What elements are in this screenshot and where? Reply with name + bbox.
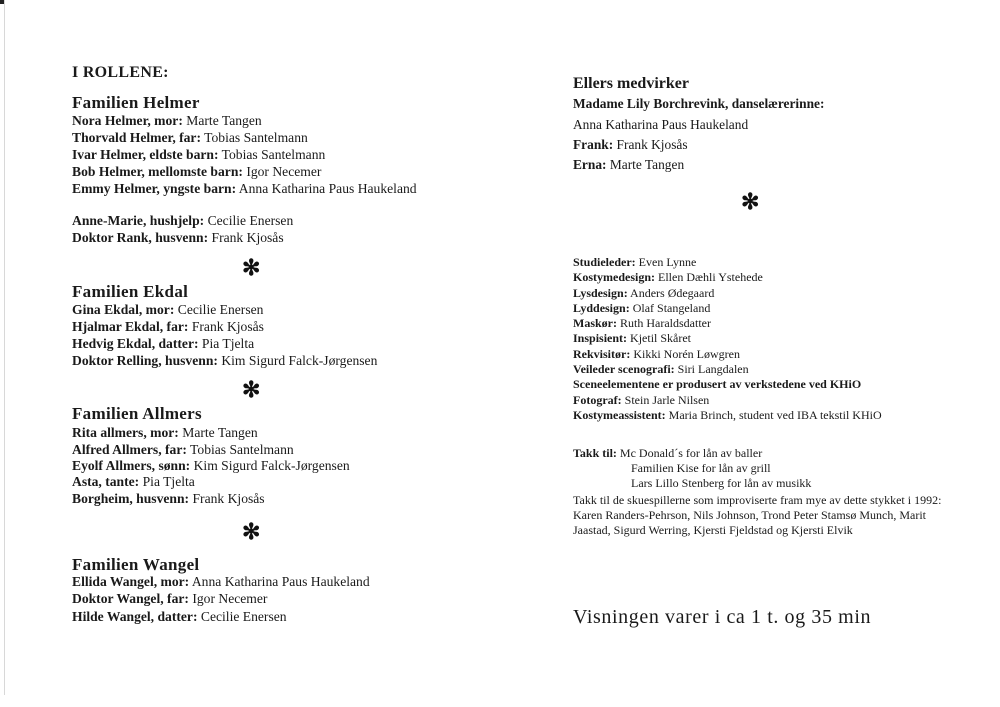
cast-row bbox=[72, 229, 284, 246]
actor-name: Frank Kjosås bbox=[192, 491, 265, 506]
cast-row bbox=[72, 163, 321, 180]
credit-name: Ellen Dæhli Ystehede bbox=[658, 270, 763, 285]
credit-role: Lyddesign: bbox=[573, 300, 630, 315]
actor-name: Pia Tjelta bbox=[201, 336, 255, 351]
cast-row bbox=[72, 441, 294, 458]
cast-row bbox=[573, 156, 684, 173]
cast-row bbox=[72, 573, 370, 590]
asterisk-separator-icon: ✻ bbox=[741, 189, 760, 214]
credit-role: Kostymedesign: bbox=[573, 270, 655, 285]
actor-name: Tobias Santelmann bbox=[204, 130, 308, 145]
credit-row bbox=[573, 316, 958, 331]
cast-row bbox=[72, 457, 350, 474]
credit-role: Sceneelementene er produsert av verkstedene ved KHiO bbox=[573, 377, 862, 392]
credit-name: Kjetil Skåret bbox=[630, 331, 692, 346]
credit-row bbox=[573, 255, 958, 270]
scan-corner-mark bbox=[0, 0, 4, 4]
actor-name: Kim Sigurd Falck-Jørgensen bbox=[193, 458, 350, 473]
thanks-item: Lars Lillo Stenberg for lån av musikk bbox=[631, 476, 812, 490]
credit-row bbox=[573, 393, 958, 408]
role-name: Erna: bbox=[573, 157, 607, 172]
role-name: Eyolf Allmers, sønn: bbox=[72, 458, 191, 473]
thanks-label: Takk til: bbox=[573, 446, 617, 460]
actor-name: Marte Tangen bbox=[182, 425, 258, 440]
cast-title: I ROLLENE: bbox=[72, 64, 169, 81]
credit-role: Maskør: bbox=[573, 316, 617, 331]
actor-name: Tobias Santelmann bbox=[221, 147, 326, 162]
credit-name: Stein Jarle Nilsen bbox=[624, 392, 710, 407]
credit-row bbox=[573, 301, 958, 316]
credit-role: Fotograf: bbox=[573, 392, 622, 407]
role-name: Anne-Marie, hushjelp: bbox=[72, 213, 205, 228]
thanks-item: Familien Kise for lån av grill bbox=[631, 461, 771, 475]
actor-name: Igor Necemer bbox=[192, 591, 268, 606]
other-cast-heading: Ellers medvirker bbox=[573, 75, 689, 92]
role-name: Doktor Relling, husvenn: bbox=[72, 353, 218, 368]
credit-role: Lysdesign: bbox=[573, 285, 628, 300]
thanks-item: Mc Donald´s for lån av baller bbox=[619, 446, 763, 460]
cast-row bbox=[72, 212, 293, 229]
actor-name: Tobias Santelmann bbox=[190, 442, 294, 457]
actor-name: Cecilie Enersen bbox=[177, 302, 264, 317]
cast-row bbox=[72, 424, 258, 441]
duration-note: Visningen varer i ca 1 t. og 35 min bbox=[573, 606, 872, 628]
role-name: Thorvald Helmer, far: bbox=[72, 130, 201, 145]
credit-name: Ruth Haraldsdatter bbox=[620, 316, 711, 331]
cast-row bbox=[72, 335, 254, 352]
credit-role: Inspisient: bbox=[573, 331, 628, 346]
role-name: Gina Ekdal, mor: bbox=[72, 302, 175, 317]
credit-row bbox=[573, 362, 958, 377]
credit-row bbox=[573, 270, 958, 285]
role-name: Hilde Wangel, datter: bbox=[72, 609, 198, 624]
cast-row bbox=[72, 608, 287, 625]
actor-name: Cecilie Enersen bbox=[200, 609, 287, 624]
credit-row bbox=[573, 377, 958, 392]
actor-name: Pia Tjelta bbox=[142, 474, 195, 489]
actor-name: Anna Katharina Paus Haukeland bbox=[238, 181, 417, 196]
role-name: Nora Helmer, mor: bbox=[72, 113, 183, 128]
cast-row bbox=[72, 352, 377, 369]
credit-name: Anders Ødegaard bbox=[630, 285, 715, 300]
actor-name: Frank Kjosås bbox=[211, 230, 284, 245]
thanks-row bbox=[573, 446, 762, 461]
role-name: Emmy Helmer, yngste barn: bbox=[72, 181, 237, 196]
role-name: Asta, tante: bbox=[72, 474, 140, 489]
cast-row bbox=[72, 129, 308, 146]
cast-row bbox=[72, 301, 263, 318]
page-edge-line bbox=[4, 0, 5, 695]
role-name: Doktor Wangel, far: bbox=[72, 591, 189, 606]
role-name: Frank: bbox=[573, 137, 614, 152]
actor-name: Kim Sigurd Falck-Jørgensen bbox=[221, 353, 378, 368]
actor-name: Marte Tangen bbox=[186, 113, 262, 128]
family-heading-helmer: Familien Helmer bbox=[72, 93, 200, 112]
credit-role: Rekvisitør: bbox=[573, 346, 631, 361]
cast-row bbox=[72, 318, 264, 335]
credit-name: Even Lynne bbox=[638, 255, 697, 269]
actor-name: Igor Necemer bbox=[246, 164, 322, 179]
cast-row bbox=[72, 112, 262, 129]
credit-role: Studieleder: bbox=[573, 255, 636, 269]
credit-row bbox=[573, 408, 958, 423]
credit-row bbox=[573, 286, 958, 301]
actor-name: Anna Katharina Paus Haukeland bbox=[191, 574, 370, 589]
cast-row bbox=[72, 490, 265, 507]
credit-name: Olaf Stangeland bbox=[632, 300, 711, 315]
actor-name: Frank Kjosås bbox=[191, 319, 264, 334]
madame-role: Madame Lily Borchrevink, danselærerinne: bbox=[573, 96, 825, 111]
family-heading-allmers: Familien Allmers bbox=[72, 404, 202, 423]
credit-row bbox=[573, 331, 958, 346]
role-name: Doktor Rank, husvenn: bbox=[72, 230, 209, 245]
actor-name: Cecilie Enersen bbox=[207, 213, 294, 228]
credits-list bbox=[573, 255, 958, 423]
actors-thanks-paragraph: Takk til de skuespillerne som improviserte fram mye av dette stykket i 1992: Karen Randers-Pehrson, Nils Johnson, Trond Peter Stamsø Munch, Marit Jaastad, Sigurd Werring, Kjersti Fjeldstad og Kjersti Elvik bbox=[573, 493, 942, 537]
role-name: Alfred Allmers, far: bbox=[72, 442, 187, 457]
madame-actor: Anna Katharina Paus Haukeland bbox=[573, 117, 749, 132]
family-heading-ekdal: Familien Ekdal bbox=[72, 282, 189, 301]
actor-name: Frank Kjosås bbox=[616, 137, 688, 152]
credit-role: Kostymeassistent: bbox=[573, 407, 666, 422]
cast-row bbox=[573, 136, 688, 153]
credit-name: Siri Langdalen bbox=[677, 362, 749, 377]
role-name: Bob Helmer, mellomste barn: bbox=[72, 164, 243, 179]
credit-role: Veileder scenografi: bbox=[573, 362, 675, 377]
role-name: Ellida Wangel, mor: bbox=[72, 574, 190, 589]
role-name: Rita allmers, mor: bbox=[72, 425, 179, 440]
role-name: Ivar Helmer, eldste barn: bbox=[72, 147, 219, 162]
role-name: Hjalmar Ekdal, far: bbox=[72, 319, 189, 334]
role-name: Hedvig Ekdal, datter: bbox=[72, 336, 199, 351]
credit-name: Maria Brinch, student ved IBA tekstil KHiO bbox=[668, 407, 882, 422]
cast-row bbox=[72, 473, 195, 490]
cast-row bbox=[72, 146, 325, 163]
actor-name: Marte Tangen bbox=[609, 157, 685, 172]
cast-row bbox=[72, 590, 267, 607]
role-name: Borgheim, husvenn: bbox=[72, 491, 190, 506]
asterisk-separator-icon: ✻ bbox=[242, 255, 261, 280]
asterisk-separator-icon: ✻ bbox=[242, 377, 261, 402]
credit-name: Kikki Norén Løwgren bbox=[633, 346, 740, 361]
asterisk-separator-icon: ✻ bbox=[242, 519, 261, 544]
cast-row bbox=[72, 180, 417, 197]
family-heading-wangel: Familien Wangel bbox=[72, 555, 200, 574]
credit-row bbox=[573, 347, 958, 362]
